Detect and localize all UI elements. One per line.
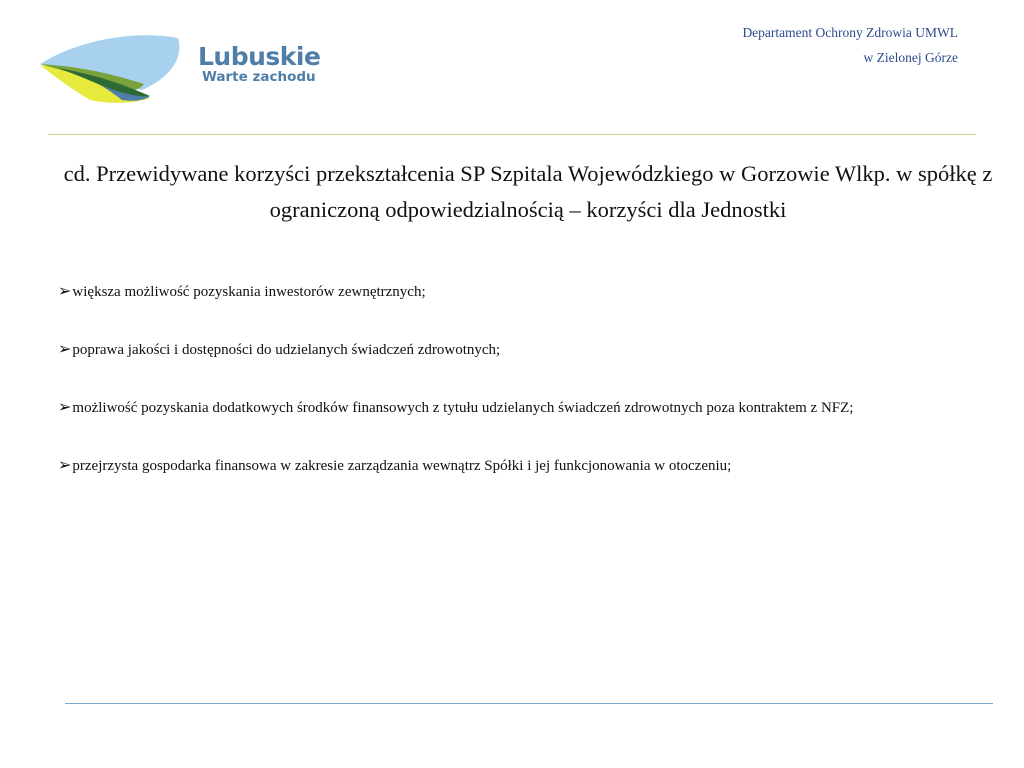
arrow-bullet-icon: ➢ <box>58 283 72 300</box>
department-line-1: Departament Ochrony Zdrowia UMWL <box>742 25 958 40</box>
logo-name: Lubuskie <box>198 42 321 71</box>
header-divider <box>48 134 976 135</box>
bullet-text: możliwość pozyskania dodatkowych środków finansowych z tytułu udzielanych świadczeń zdrowotnych poza kontraktem z NFZ; <box>72 400 854 416</box>
bullet-list <box>58 279 990 511</box>
arrow-bullet-icon: ➢ <box>58 341 72 358</box>
bullet-text: poprawa jakości i dostępności do udzielanych świadczeń zdrowotnych; <box>72 342 501 358</box>
slide-title: cd. Przewidywane korzyści przekształcenia SP Szpitala Wojewódzkiego w Gorzowie Wlkp. w spółkę z ograniczoną odpowiedzialnością – korzyści dla Jednostki <box>63 161 993 222</box>
department-line-2: w Zielonej Górze <box>863 50 958 65</box>
logo-tagline: Warte zachodu <box>202 69 316 85</box>
bullet-text: przejrzysta gospodarka finansowa w zakresie zarządzania wewnątrz Spółki i jej funkcjonowania w otoczeniu; <box>72 458 732 474</box>
bullet-text: większa możliwość pozyskania inwestorów zewnętrznych; <box>72 284 426 300</box>
lubuskie-logo <box>38 30 328 110</box>
bullet-item <box>58 337 990 363</box>
bullet-item <box>58 279 990 305</box>
arrow-bullet-icon: ➢ <box>58 399 72 416</box>
bullet-item <box>58 395 990 421</box>
footer-divider <box>65 703 993 704</box>
department-header <box>742 20 958 70</box>
arrow-bullet-icon: ➢ <box>58 457 72 474</box>
lubuskie-logo-icon <box>38 30 188 110</box>
bullet-item <box>58 453 990 479</box>
